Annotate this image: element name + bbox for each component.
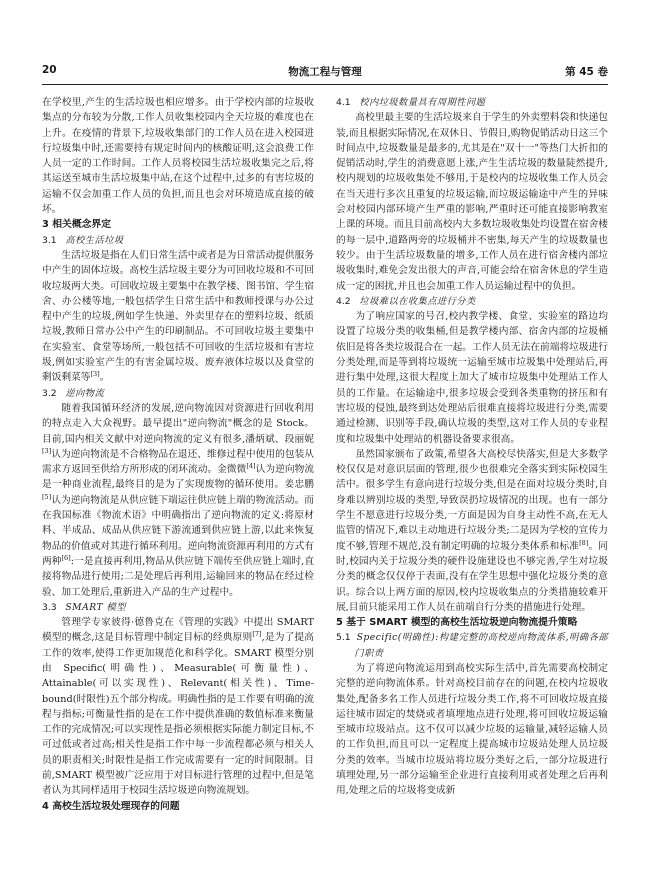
text-run: ,是为了提高工作的效率,使得工作更加规范化和科学化。SMART 模型分别由 Specific(明确性)、Measurable(可衡量性)、Attainable(可以实现性)、Relevant(相关性)、Time-bound(时限性)五个部分构成。明确性指的是工作要有明确的流程与指标;可衡量性指的是在工作中提供准确的数值标准来衡量工作的完成情况;可以实现性是指必须根据实际能力制定目标,不可过低或者过高;相关性是指工作中每一步流程都必须与相关人员的职责相关;时限性是指工作完成需要有一定的时间限制。目前,SMART 模型被广泛应用于对目标进行管理的过程中,但是笔者认为其同样适用于校园生活垃圾逆向物流规划。	[42, 632, 314, 797]
text-run: 认为逆向物流是一种商业流程,最终目的是为了实现废物的循环使用。姜忠鹏	[42, 464, 315, 491]
citation: [5]	[42, 492, 52, 501]
subsection-title: 校内垃圾数量具有周期性问题	[359, 97, 486, 108]
right-column	[336, 95, 608, 799]
subsection-heading-4-2	[336, 294, 608, 309]
citation: [3]	[90, 370, 100, 379]
text-run: :一是直接再利用,物品从供应链下端传至供应链上端时,直接将物品进行使用;二是处理后再利用,运输回来的物品在经过检验、加工处理后,重新进入产品的生产过程中。	[42, 555, 315, 598]
journal-title: 物流工程与管理	[288, 66, 362, 78]
citation: [6]	[61, 553, 71, 562]
header-rule	[42, 84, 608, 85]
citation: [3]	[42, 446, 52, 455]
left-column	[42, 95, 314, 814]
paragraph	[42, 615, 314, 799]
section-heading-4: 4 高校生活垃圾处理现存的问题	[42, 800, 180, 812]
subsection-title: Specific(明确性):构建完整的高校逆向物流体系,明确各部门职责	[354, 632, 608, 659]
subsection-title: SMART 模型	[65, 601, 126, 613]
subsection-heading-5-1	[336, 630, 608, 661]
paragraph	[42, 248, 314, 386]
subsection-title: 垃圾难以在收集点进行分类	[359, 295, 476, 307]
text-run: 。	[99, 372, 110, 384]
subsection-heading-3-3	[42, 600, 314, 615]
section-heading-5: 5 基于 SMART 模型的高校生活垃圾逆向物流提升策略	[336, 617, 578, 629]
subsection-title: 高校生活垃圾	[65, 234, 124, 246]
citation: [4]	[246, 461, 256, 470]
subsection-number: 4.1	[336, 97, 351, 108]
subsection-number: 3.1	[42, 234, 57, 246]
paragraph	[42, 401, 314, 600]
paragraph: 为了响应国家的号召,校内教学楼、食堂、实验室的路边均设置了垃圾分类的收集桶,但是教学楼内部、宿舍内部的垃圾桶依旧是将各类垃圾混合在一起。工作人员无法在前端将垃圾进行分类处理,而是等到将垃圾统一运输至城市垃圾集中处理站后,再进行集中处理,这很大程度上加大了城市垃圾集中处理站工作人员的工作量。在运输途中,很多垃圾会受到各类重物的挤压和有害垃圾的侵蚀,最终到达处理站后很难直接将垃圾进行分类,需要通过检测、识别等手段,确认垃圾的类型,这对工作人员的专业程度和垃圾集中处理站的机器设备要求很高。	[336, 311, 608, 445]
text-run: 随着我国循环经济的发展,逆向物流因对资源进行回收利用的特点走入大众视野。最早提出"逆向物流"概念的是 Stock。目前,国内相关文献中对逆向物流的定义有很多,潘炳斌、段丽妮	[42, 402, 314, 445]
subsection-number: 3.3	[42, 601, 57, 613]
text-run: 认为逆向物流是从供应链下端运往供应链上端的物流活动。而在我国标准《物流术语》中明确指出了逆向物流的定义:将原材料、半成品、成品从供应链下游流通到供应链上游,以此来恢复物品的价值或对其进行循环利用。逆向物流资源再利用的方式有两种	[42, 494, 314, 567]
text-run: 虽然国家颁布了政策,希望各大高校尽快落实,但是大多数学校仅仅是对意识层面的管理,很少也很难完全落实到实际校园生活中。很多学生有意向进行垃圾分类,但是在面对垃圾分类时,自身难以辨别垃圾的类型,导致误扔垃圾情况的出现。也有一部分学生不愿意进行垃圾分类,一方面是因为自身主动性不高,在无人监管的情况下,难以主动地进行垃圾分类;二是因为学校的宣传力度不够,管理不规范,没有制定明确的垃圾分类体系和标准	[336, 448, 608, 552]
paragraph	[336, 447, 608, 615]
paragraph: 高校里最主要的生活垃圾来自于学生的外卖塑料袋和快递包装,而且根据实际情况,在双休日、节假日,购物促销活动日这三个时间点中,垃圾数量是最多的,尤其是在"双十一"等热门大折扣的促销活动时,学生的消费意愿上涨,产生生活垃圾的数量陡然提升,校内规划的垃圾收集处不够用,于是校内的垃圾收集工作人员会在当天进行多次且重复的垃圾运输,而垃圾运输途中产生的异味会对校园内部环境产生严重的影响,严重时还可能直接影响教室上课的环境。而且目前高校内大多数垃圾收集处均设置在宿舍楼的每一层中,道路两旁的垃圾桶并不密集,每天产生的垃圾数量也较少。由于生活垃圾数量的增多,工作人员在进行宿舍楼内部垃圾收集时,难免会发出很大的声音,可能会给在宿舍休息的学生造成一定的困扰,并且也会加重工作人员运输过程中的负担。	[336, 112, 608, 292]
running-header	[42, 64, 608, 78]
paragraph: 为了将逆向物流运用到高校实际生活中,首先需要高校制定完整的逆向物流体系。针对高校目前存在的问题,在校内垃圾收集处,配备多名工作人员进行垃圾分类工作,将不可回收垃圾直接运往城市固定的焚烧或者填埋地点进行处理,将可回收垃圾运输至城市垃圾站点。这不仅可以减少垃圾的运输量,减轻运输人员的工作负担,而且可以一定程度上提高城市垃圾站处理人员垃圾分类的效率。当城市垃圾站将垃圾分类好之后,一部分垃圾进行填埋处理,另一部分运输至企业进行直接利用或者处理之后再利用,处理之后的垃圾将变成新	[336, 662, 608, 797]
paragraph: 在学校里,产生的生活垃圾也相应增多。由于学校内部的垃圾收集点的分布较为分散,工作人员收集校园内全天垃圾的难度也在上升。在疫情的背景下,垃圾收集部门的工作人员在进入校园进行垃圾集中时,还需要持有规定时间内的核酸证明,这会浪费工作人员一定的工作时间。工作人员将校园生活垃圾收集完之后,将其运送至城市生活垃圾集中站,在这个过程中,过多的有害垃圾的运输不仅会加重工作人员的负担,而且也会对环境造成直接的破坏。	[42, 97, 314, 216]
subsection-number: 5.1	[336, 632, 351, 644]
text-run: 生活垃圾是指在人们日常生活中或者是为日常活动提供服务中产生的固体垃圾。高校生活垃圾主要分为可回收垃圾和不可回收垃圾两大类。可回收垃圾主要集中在教学楼、图书馆、学生宿舍、办公楼等地,一般包括学生日常生活中和教师授课与办公过程中产生的垃圾,例如学生快递、外卖里存在的塑料垃圾、纸质垃圾,教师日常办公中产生的印刷制品。不可回收垃圾主要集中在实验室、食堂等场所,一般包括不可回收的生活垃圾和有害垃圾,例如实验室产生的有害金属垃圾、废弃液体垃圾以及食堂的剩饭剩菜等	[42, 249, 314, 384]
subsection-heading-4-1	[336, 95, 608, 110]
subsection-heading-3-2	[42, 386, 314, 401]
subsection-heading-3-1	[42, 233, 314, 248]
subsection-number: 3.2	[42, 387, 57, 399]
volume-label: 第 45 卷	[565, 66, 608, 78]
citation: [8]	[579, 538, 589, 547]
section-heading-3: 3 相关概念界定	[42, 219, 112, 231]
text-run: 管理学专家彼得·德鲁克在《管理的实践》中提出 SMART 模型的概念,这是目标管理中制定目标的经典原则	[42, 617, 314, 644]
subsection-title: 逆向物流	[65, 387, 105, 399]
text-run: 。同时,校园内关于垃圾分类的硬件设施建设也不够完善,学生对垃圾分类的概念仅仅停于表面,没有在学生思想中强化垃圾分类的意识。综合以上两方面的原因,校内垃圾收集点的分类措施较难开展,目前只能采用工作人员在前端自行分类的措施进行处理。	[336, 540, 608, 613]
citation: [7]	[252, 630, 262, 639]
text-run: 认为逆向物流是不合格物品在退还、维修过程中使用的包装从需求方返回至供给方所形成的闭环流动。金微微	[42, 448, 314, 476]
subsection-number: 4.2	[336, 295, 351, 307]
page-number: 20	[42, 64, 57, 76]
